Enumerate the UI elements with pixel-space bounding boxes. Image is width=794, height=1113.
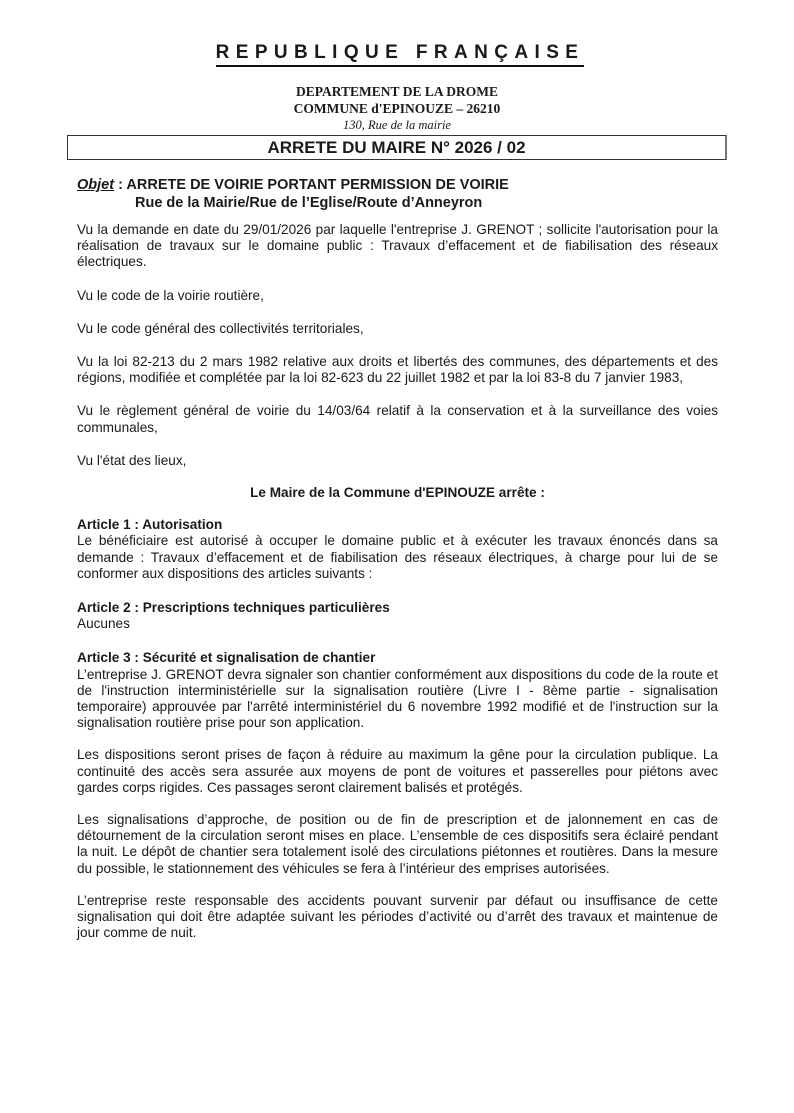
article-3-paragraph: L’entreprise J. GRENOT devra signaler son chantier conformément aux dispositions du code de la route et de l'instruction interministérielle sur la signalisation routière (Livre I - 8ème partie - signalisation temporaire) approuvée par l'arrêté interministériel du 6 novembre 1992 modifié et de l'instruction sur la signalisation routière prise pour son application. (77, 666, 718, 731)
departement-name: DEPARTEMENT DE LA DROME (296, 84, 498, 99)
article-2-title: Article 2 : Prescriptions techniques particulières (77, 600, 390, 616)
objet-subject: ARRETE DE VOIRIE PORTANT PERMISSION DE VOIRIE (126, 177, 509, 193)
objet-block (77, 176, 718, 212)
commune-name: COMMUNE d'EPINOUZE – 26210 (293, 101, 501, 116)
objet-line-1 (77, 176, 718, 194)
article-3-paragraph: Les dispositions seront prises de façon à réduire au maximum la gêne pour la circulation publique. La continuité des accès sera assurée aux moyens de pont de voitures et passerelles pour piétons avec gardes corps rigides. Ces passages seront clairement balisés et protégés. (77, 747, 718, 795)
visa-code-voirie: Vu le code de la voirie routière, (77, 287, 264, 303)
article-3 (77, 650, 718, 941)
article-2-paragraph: Aucunes (77, 616, 130, 632)
arrete-title: ARRETE DU MAIRE N° 2026 / 02 (267, 138, 526, 157)
document-body (77, 176, 718, 942)
article-3-title: Article 3 : Sécurité et signalisation de chantier (77, 650, 376, 666)
article-3-paragraph: Les signalisations d’approche, de position ou de fin de prescription et de jalonnement en cas de détournement de la circulation seront mises en place. L’ensemble de ces dispositifs sera éclairé pendant la nuit. Le dépôt de chantier sera totalement isolé des circulations piétonnes et routières. Dans la mesure du possible, le stationnement des véhicules se fera à l’intérieur des emprises autorisées. (77, 812, 718, 876)
article-3-paragraph: L’entreprise reste responsable des accidents pouvant survenir par défaut ou insuffisance de cette signalisation qui doit être adaptée suivant les périodes d’activité ou d’arrêt des travaux et maintenue de jour comme de nuit. (77, 892, 718, 941)
visa-demande: Vu la demande en date du 29/01/2026 par laquelle l'entreprise J. GRENOT ; sollicite l'autorisation pour la réalisation de travaux sur le domaine public : Travaux d’effacement et de fiabilisation des réseaux électriques. (77, 222, 718, 270)
arrete-title-box (67, 135, 727, 160)
republique-heading (0, 42, 794, 67)
article-1-title: Article 1 : Autorisation (77, 517, 223, 533)
article-2 (77, 600, 718, 632)
visa-etat-lieux: Vu l'état des lieux, (77, 452, 187, 468)
mairie-address: 130, Rue de la mairie (343, 118, 451, 132)
visa-loi-82-213: Vu la loi 82-213 du 2 mars 1982 relative aux droits et libertés des communes, des départements et des régions, modifiée et complétée par la loi 82-623 du 22 juillet 1982 et par la loi 83-8 du 7 janvier 1983, (77, 354, 718, 386)
article-1-paragraph: Le bénéficiaire est autorisé à occuper le domaine public et à exécuter les travaux énoncés dans sa demande : Travaux d’effacement et de fiabilisation des réseaux électriques, à charge pour lui de se conformer aux dispositions des articles suivants : (77, 533, 718, 581)
objet-streets: Rue de la Mairie/Rue de l’Eglise/Route d’Anneyron (135, 195, 483, 211)
decision-statement: Le Maire de la Commune d'EPINOUZE arrête : (250, 485, 545, 501)
visa-cgct: Vu le code général des collectivités territoriales, (77, 320, 364, 336)
visa-reglement-voirie: Vu le règlement général de voirie du 14/03/64 relatif à la conservation et à la surveillance des voies communales, (77, 403, 718, 435)
article-1 (77, 517, 718, 582)
objet-label: Objet (77, 177, 115, 193)
republique-title: REPUBLIQUE FRANÇAISE (216, 42, 585, 67)
issuer-block (0, 83, 794, 117)
objet-separator: : (114, 177, 127, 193)
